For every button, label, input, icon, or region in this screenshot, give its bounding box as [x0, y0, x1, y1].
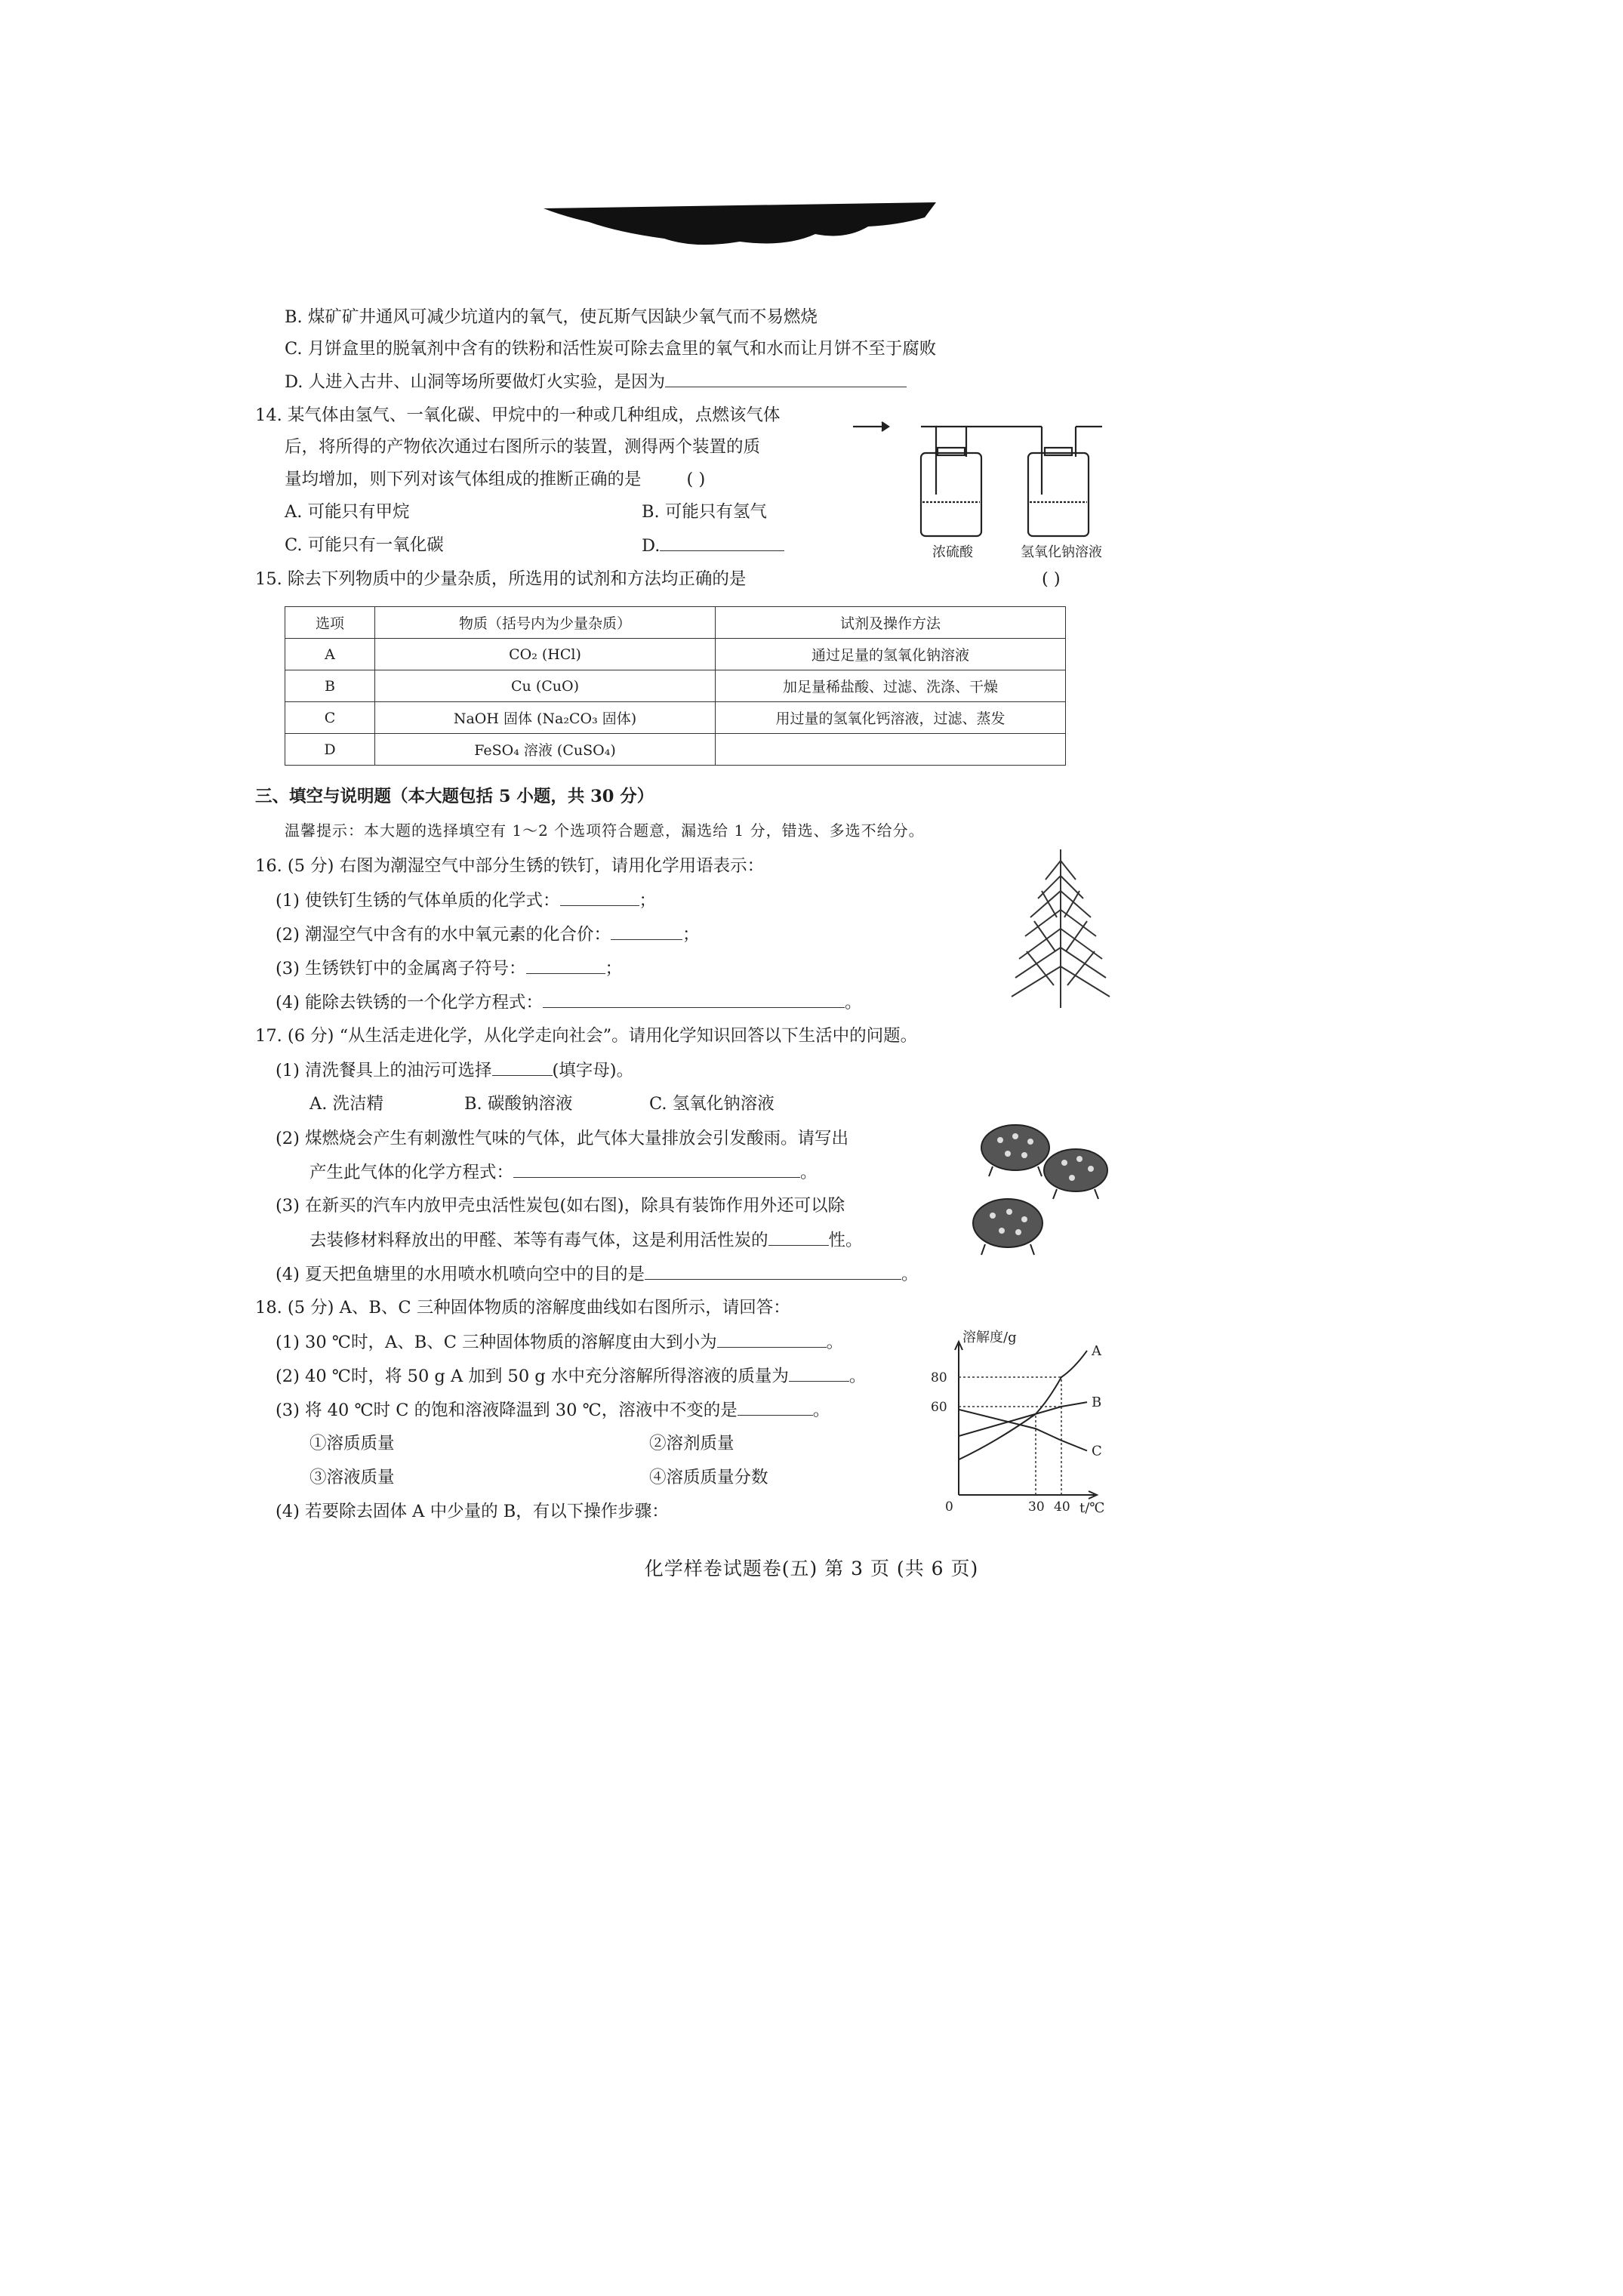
table-cell: 通过足量的氢氧化钠溶液	[716, 639, 1066, 670]
bottle-label-left: 浓硫酸	[932, 544, 973, 560]
q18-item-1: (1) 30 ℃时，A、B、C 三种固体物质的溶解度由大到小为 。	[276, 1330, 843, 1354]
q14-stem-1: 14. 某气体由氢气、一氧化碳、甲烷中的一种或几种组成，点燃该气体	[255, 405, 781, 425]
table-cell: NaOH 固体 (Na₂CO₃ 固体)	[375, 702, 716, 734]
section-title: 三、填空与说明题（本大题包括 5 小题，共 30 分）	[255, 787, 654, 806]
q18-item-2: (2) 40 ℃时，将 50 g A 加到 50 g 水中充分溶解所得溶液的质量为 。	[276, 1364, 866, 1388]
q17-item-3b: 去装修材料释放出的甲醛、苯等有毒气体，这是利用活性炭的 性。	[310, 1228, 863, 1252]
q17-item-2a: (2) 煤燃烧会产生有刺激性气味的气体，此气体大量排放会引发酸雨。请写出	[276, 1129, 849, 1148]
q14-stem-3: 量均增加，则下列对该气体组成的推断正确的是 ( )	[285, 470, 706, 489]
q18-item-4: (4) 若要除去固体 A 中少量的 B，有以下操作步骤：	[276, 1502, 669, 1521]
q18-item-3: (3) 将 40 ℃时 C 的饱和溶液降温到 30 ℃，溶液中不变的是 。	[276, 1398, 830, 1422]
table-cell: B	[285, 670, 375, 702]
q17-opt-b: B. 碳酸钠溶液	[464, 1094, 573, 1114]
beetle-charcoal-figure	[962, 1117, 1113, 1261]
table-header: 物质（括号内为少量杂质）	[375, 607, 716, 639]
q13-option-c: C. 月饼盒里的脱氧剂中含有的铁粉和活性炭可除去盒里的氧气和水而让月饼不至于腐败	[285, 339, 937, 359]
q14-option-a: A. 可能只有甲烷	[285, 502, 410, 522]
table-row	[285, 702, 1066, 734]
q13-option-d: D. 人进入古井、山洞等场所要做灯火实验，是因为	[285, 370, 907, 393]
ink-blot	[544, 202, 936, 249]
q13-option-b: B. 煤矿矿井通风可减少坑道内的氧气，使瓦斯气因缺少氧气而不易燃烧	[285, 307, 818, 327]
q18-opt-3: ③溶液质量	[310, 1468, 395, 1487]
q14-option-c: C. 可能只有一氧化碳	[285, 535, 444, 555]
q17-item-2b: 产生此气体的化学方程式： 。	[310, 1160, 818, 1184]
curve-B	[959, 1402, 1087, 1436]
q18-opt-4: ④溶质质量分数	[649, 1468, 768, 1487]
q15-table	[285, 606, 1066, 766]
table-cell: CO₂ (HCl)	[375, 639, 716, 670]
table-header: 试剂及操作方法	[716, 607, 1066, 639]
table-cell: D	[285, 734, 375, 766]
table-header-row	[285, 607, 1066, 639]
page-footer: 化学样卷试题卷(五) 第 3 页 (共 6 页)	[644, 1558, 979, 1579]
q16-item-2: (2) 潮湿空气中含有的水中氧元素的化合价： ；	[276, 923, 700, 946]
table-cell: A	[285, 639, 375, 670]
q14-option-d: D.	[642, 534, 784, 557]
table-cell: 用过量的氢氧化钙溶液，过滤、蒸发	[716, 702, 1066, 734]
q17-item-3a: (3) 在新买的汽车内放甲壳虫活性炭包(如右图)，除具有装饰作用外还可以除	[276, 1196, 845, 1216]
table-row	[285, 639, 1066, 670]
table-row	[285, 670, 1066, 702]
curve-label-B: B	[1092, 1395, 1102, 1411]
x-axis-label: t/℃	[1079, 1500, 1105, 1514]
solubility-chart	[925, 1325, 1110, 1514]
q16-stem: 16. (5 分) 右图为潮湿空气中部分生锈的铁钉，请用化学用语表示：	[255, 856, 765, 876]
q18-stem: 18. (5 分) A、B、C 三种固体物质的溶解度曲线如右图所示，请回答：	[255, 1298, 790, 1318]
table-cell: FeSO₄ 溶液 (CuSO₄)	[375, 734, 716, 766]
y-axis-label: 溶解度/g	[962, 1330, 1017, 1345]
table-cell: 加足量稀盐酸、过滤、洗涤、干燥	[716, 670, 1066, 702]
rusty-nails-figure	[1004, 846, 1117, 1012]
table-cell: C	[285, 702, 375, 734]
table-cell	[716, 734, 1066, 766]
q17-stem: 17. (6 分) “从生活走进化学，从化学走向社会”。请用化学知识回答以下生活中的问题。	[255, 1026, 918, 1046]
table-header: 选项	[285, 607, 375, 639]
q15-paren: ( )	[1042, 569, 1061, 589]
table-cell: Cu (CuO)	[375, 670, 716, 702]
q16-item-3: (3) 生锈铁钉中的金属离子符号： ；	[276, 957, 622, 980]
q16-item-4: (4) 能除去铁锈的一个化学方程式： 。	[276, 991, 862, 1014]
x-tick-label: 30	[1028, 1499, 1045, 1514]
q17-opt-a: A. 洗洁精	[310, 1094, 384, 1114]
q18-opt-2: ②溶剂质量	[649, 1434, 735, 1453]
y-tick-label: 60	[931, 1400, 947, 1415]
q14-option-b: B. 可能只有氢气	[642, 502, 767, 522]
q16-item-1: (1) 使铁钉生锈的气体单质的化学式： ；	[276, 889, 656, 912]
section-tip: 温馨提示：本大题的选择填空有 1～2 个选项符合题意，漏选给 1 分，错选、多选不给分。	[285, 821, 925, 840]
x-tick-label: 40	[1054, 1499, 1070, 1514]
q14-stem-2: 后，将所得的产物依次通过右图所示的装置，测得两个装置的质	[285, 437, 761, 457]
bottle-label-right: 氢氧化钠溶液	[1021, 544, 1102, 560]
q17-item-4: (4) 夏天把鱼塘里的水用喷水机喷向空中的目的是 。	[276, 1262, 919, 1286]
q17-opt-c: C. 氢氧化钠溶液	[649, 1094, 775, 1114]
q18-opt-1: ①溶质质量	[310, 1434, 395, 1453]
table-row	[285, 734, 1066, 766]
gas-bottles-figure	[853, 411, 1110, 562]
curve-label-A: A	[1092, 1342, 1101, 1359]
curve-label-C: C	[1092, 1443, 1102, 1459]
y-tick-label: 80	[931, 1370, 947, 1385]
q15-stem: 15. 除去下列物质中的少量杂质，所选用的试剂和方法均正确的是	[255, 569, 747, 589]
x-tick-label: 0	[945, 1499, 953, 1514]
q17-item-1: (1) 清洗餐具上的油污可选择 (填字母)。	[276, 1059, 633, 1082]
